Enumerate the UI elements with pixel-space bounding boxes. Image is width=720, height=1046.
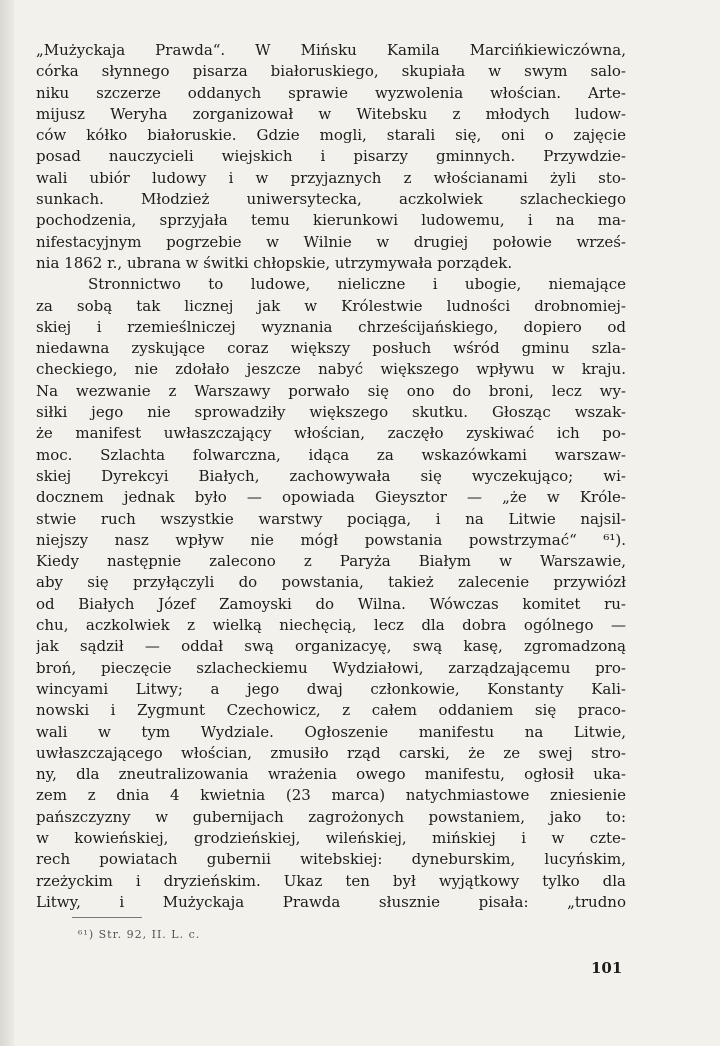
text-line: ców kółko białoruskie. Gdzie mogli, starali się, oni o zajęcie (36, 126, 626, 145)
text-line: siłki jego nie sprowadziły większego skutku. Głosząc wszak- (36, 403, 626, 422)
text-line: checkiego, nie zdołało jeszcze nabyć większego wpływu w kraju. (36, 360, 626, 379)
text-line: niku szczerze oddanych sprawie wyzwolenia włościan. Arte- (36, 83, 626, 102)
text-line: że manifest uwłaszczający włościan, zaczęło zyskiwać ich po- (36, 424, 626, 443)
text-line: za sobą tak licznej jak w Królestwie ludności drobnomiej- (36, 296, 626, 315)
body-text (36, 40, 626, 913)
text-line: docznem jednak było — opowiada Gieysztor — „że w Króle- (36, 488, 626, 507)
text-line: stwie ruch wszystkie warstwy pociąga, i na Litwie najsil- (36, 509, 626, 528)
text-line: niejszy nasz wpływ nie mógł powstania powstrzymać“ ⁶¹). (36, 530, 626, 549)
text-line: jak sądził — oddał swą organizacyę, swą kasę, zgromadzoną (36, 637, 626, 656)
text-line: Na wezwanie z Warszawy porwało się ono do broni, lecz wy- (36, 381, 626, 400)
text-line: zem z dnia 4 kwietnia (23 marca) natychmiastowe zniesienie (36, 786, 626, 805)
text-line: skiej i rzemieślniczej wyznania chrześcijańskiego, dopiero od (36, 317, 626, 336)
text-line: sunkach. Młodzież uniwersytecka, aczkolwiek szlacheckiego (36, 190, 626, 209)
text-line: nia 1862 r., ubrana w świtki chłopskie, utrzymywała porządek. (36, 253, 513, 272)
text-line: posad nauczycieli wiejskich i pisarzy gminnych. Przywdzie- (36, 147, 626, 166)
text-line: od Białych Józef Zamoyski do Wilna. Wówczas komitet ru- (36, 594, 626, 613)
text-line: ny, dla zneutralizowania wrażenia owego manifestu, ogłosił uka- (36, 765, 626, 784)
footnote-divider (72, 917, 142, 918)
text-line: rech powiatach gubernii witebskiej: dyneburskim, lucyńskim, (36, 850, 626, 869)
text-line: wali ubiór ludowy i w przyjaznych z włościanami żyli sto- (36, 168, 626, 187)
text-line: nifestacyjnym pogrzebie w Wilnie w drugiej połowie wrześ- (36, 232, 626, 251)
text-line: aby się przyłączyli do powstania, takież zalecenie przywiózł (36, 573, 626, 592)
text-line: wincyami Litwy; a jego dwaj członkowie, Konstanty Kali- (36, 679, 626, 698)
paragraph-start-line: Stronnictwo to ludowe, nieliczne i ubogie, niemające (88, 275, 626, 294)
text-line: moc. Szlachta folwarczna, idąca za wskazówkami warszaw- (36, 445, 626, 464)
text-line: rzeżyckim i dryzieńskim. Ukaz ten był wyjątkowy tylko dla (36, 871, 626, 890)
footnote: ⁶¹) Str. 92, II. L. c. (78, 928, 201, 941)
text-line: mijusz Weryha zorganizował w Witebsku z młodych ludow- (36, 104, 626, 123)
text-line: broń, pieczęcie szlacheckiemu Wydziałowi, zarządzającemu pro- (36, 658, 626, 677)
text-line: Kiedy następnie zalecono z Paryża Białym w Warszawie, (36, 552, 626, 571)
page-number: 101 (591, 959, 623, 977)
text-line: Litwy, i Mużyckaja Prawda słusznie pisała: „trudno (36, 892, 626, 911)
text-line: chu, aczkolwiek z wielką niechęcią, lecz dla dobra ogólnego — (36, 616, 626, 635)
text-line: uwłaszczającego włościan, zmusiło rząd carski, że ze swej stro- (36, 743, 626, 762)
page-gutter-shadow (0, 0, 14, 1046)
text-line: niedawna zyskujące coraz większy posłuch wśród gminu szla- (36, 339, 626, 358)
text-line: pańszczyzny w gubernijach zagrożonych powstaniem, jako to: (36, 807, 626, 826)
text-line: córka słynnego pisarza białoruskiego, skupiała w swym salo- (36, 62, 626, 81)
text-line: nowski i Zygmunt Czechowicz, z całem oddaniem się praco- (36, 701, 626, 720)
text-line: w kowieńskiej, grodzieńskiej, wileńskiej, mińskiej i w czte- (36, 828, 626, 847)
text-line: „Mużyckaja Prawda“. W Mińsku Kamila Marcińkiewiczówna, (36, 41, 626, 59)
text-line: pochodzenia, sprzyjała temu kierunkowi ludowemu, i na ma- (36, 211, 626, 230)
text-line: wali w tym Wydziale. Ogłoszenie manifestu na Litwie, (36, 722, 626, 741)
text-line: skiej Dyrekcyi Białych, zachowywała się wyczekująco; wi- (36, 466, 626, 485)
